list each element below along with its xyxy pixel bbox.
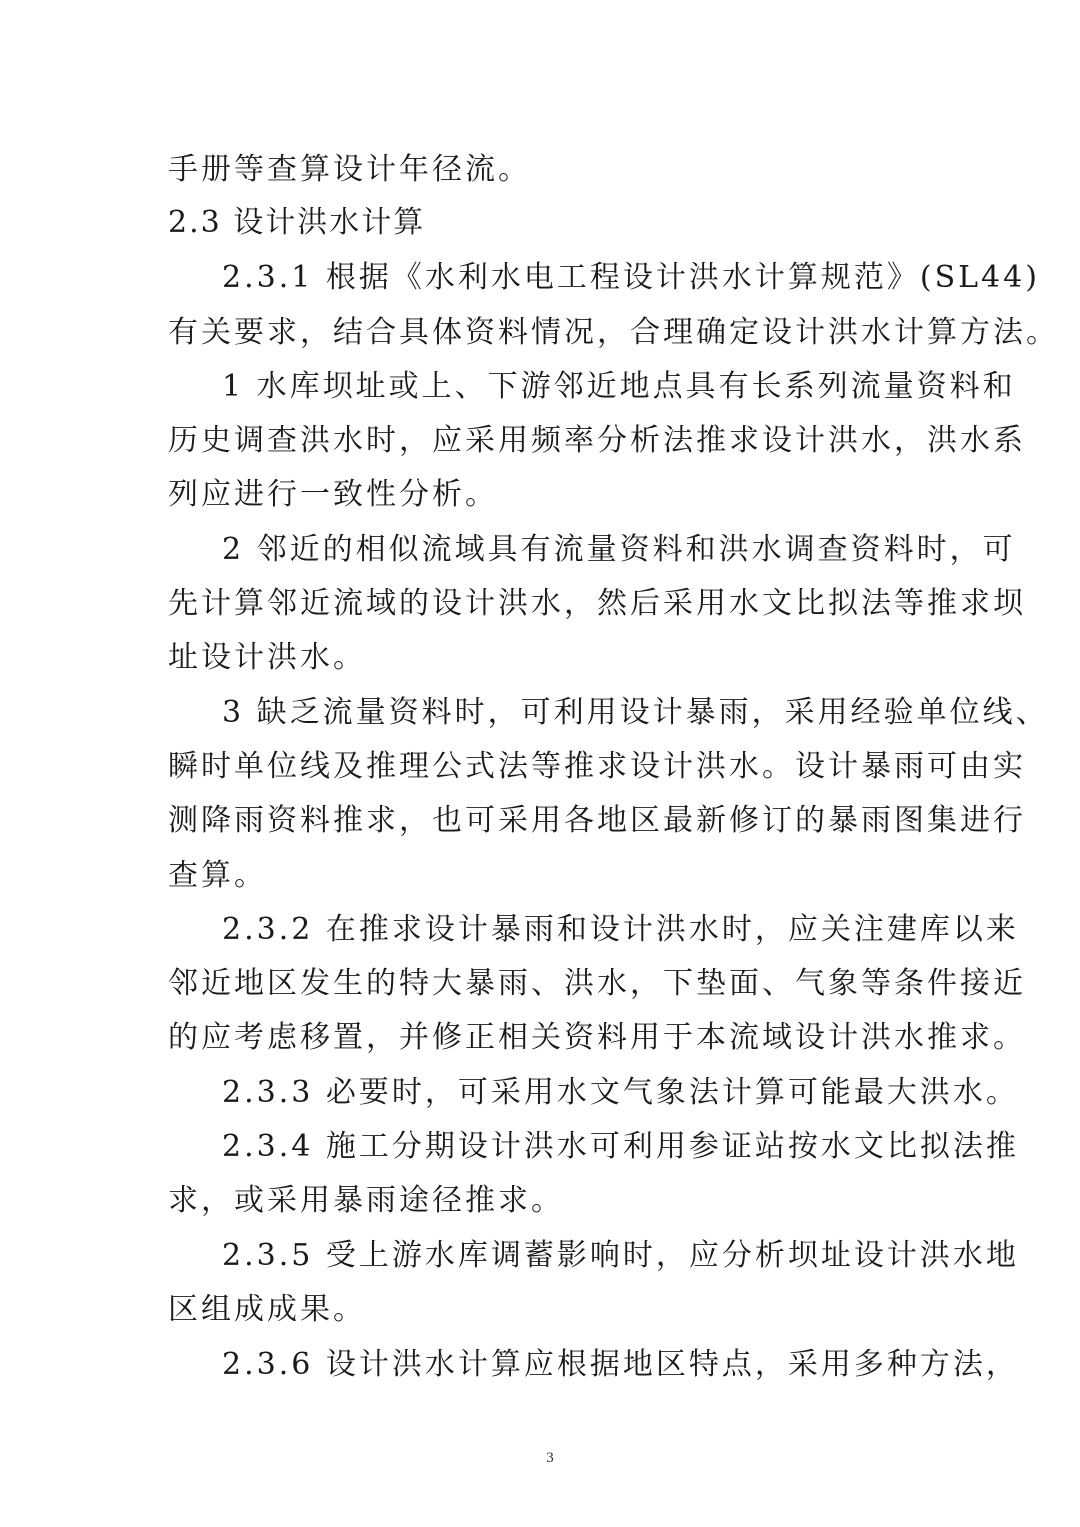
text-line: 求，或采用暴雨途径推求。 <box>168 1183 564 1218</box>
text-line: 2.3.5 受上游水库调蓄影响时，应分析坝址设计洪水地 <box>222 1238 1019 1273</box>
text-line: 3 缺乏流量资料时，可利用设计暴雨，采用经验单位线、 <box>222 695 1049 730</box>
text-line: 查算。 <box>168 858 267 893</box>
text-line: 的应考虑移置，并修正相关资料用于本流域设计洪水推求。 <box>168 1020 1026 1055</box>
text-line: 历史调查洪水时，应采用频率分析法推求设计洪水，洪水系 <box>168 423 1026 458</box>
text-line: 2.3.6 设计洪水计算应根据地区特点，采用多种方法， <box>222 1347 1019 1382</box>
text-line: 列应进行一致性分析。 <box>168 477 498 512</box>
text-line: 邻近地区发生的特大暴雨、洪水，下垫面、气象等条件接近 <box>168 966 1026 1001</box>
text-line: 2 邻近的相似流域具有流量资料和洪水调查资料时，可 <box>222 532 1016 567</box>
text-line: 测降雨资料推求，也可采用各地区最新修订的暴雨图集进行 <box>168 803 1026 838</box>
text-line: 有关要求，结合具体资料情况，合理确定设计洪水计算方法。 <box>168 315 1059 350</box>
text-line: 2.3.2 在推求设计暴雨和设计洪水时，应关注建库以来 <box>222 912 1019 947</box>
section-heading: 2.3 设计洪水计算 <box>168 205 426 240</box>
page-number: 3 <box>546 1450 554 1466</box>
text-line: 瞬时单位线及推理公式法等推求设计洪水。设计暴雨可由实 <box>168 749 1026 784</box>
text-line: 手册等查算设计年径流。 <box>168 152 531 187</box>
text-line: 先计算邻近流域的设计洪水，然后采用水文比拟法等推求坝 <box>168 586 1026 621</box>
text-line: 区组成成果。 <box>168 1292 366 1327</box>
text-line: 2.3.1 根据《水利水电工程设计洪水计算规范》(SL44) <box>222 260 1040 295</box>
text-line: 2.3.4 施工分期设计洪水可利用参证站按水文比拟法推 <box>222 1129 1019 1164</box>
text-line: 址设计洪水。 <box>168 640 366 675</box>
text-line: 2.3.3 必要时，可采用水文气象法计算可能最大洪水。 <box>222 1075 1019 1110</box>
text-line: 1 水库坝址或上、下游邻近地点具有长系列流量资料和 <box>222 369 1016 404</box>
